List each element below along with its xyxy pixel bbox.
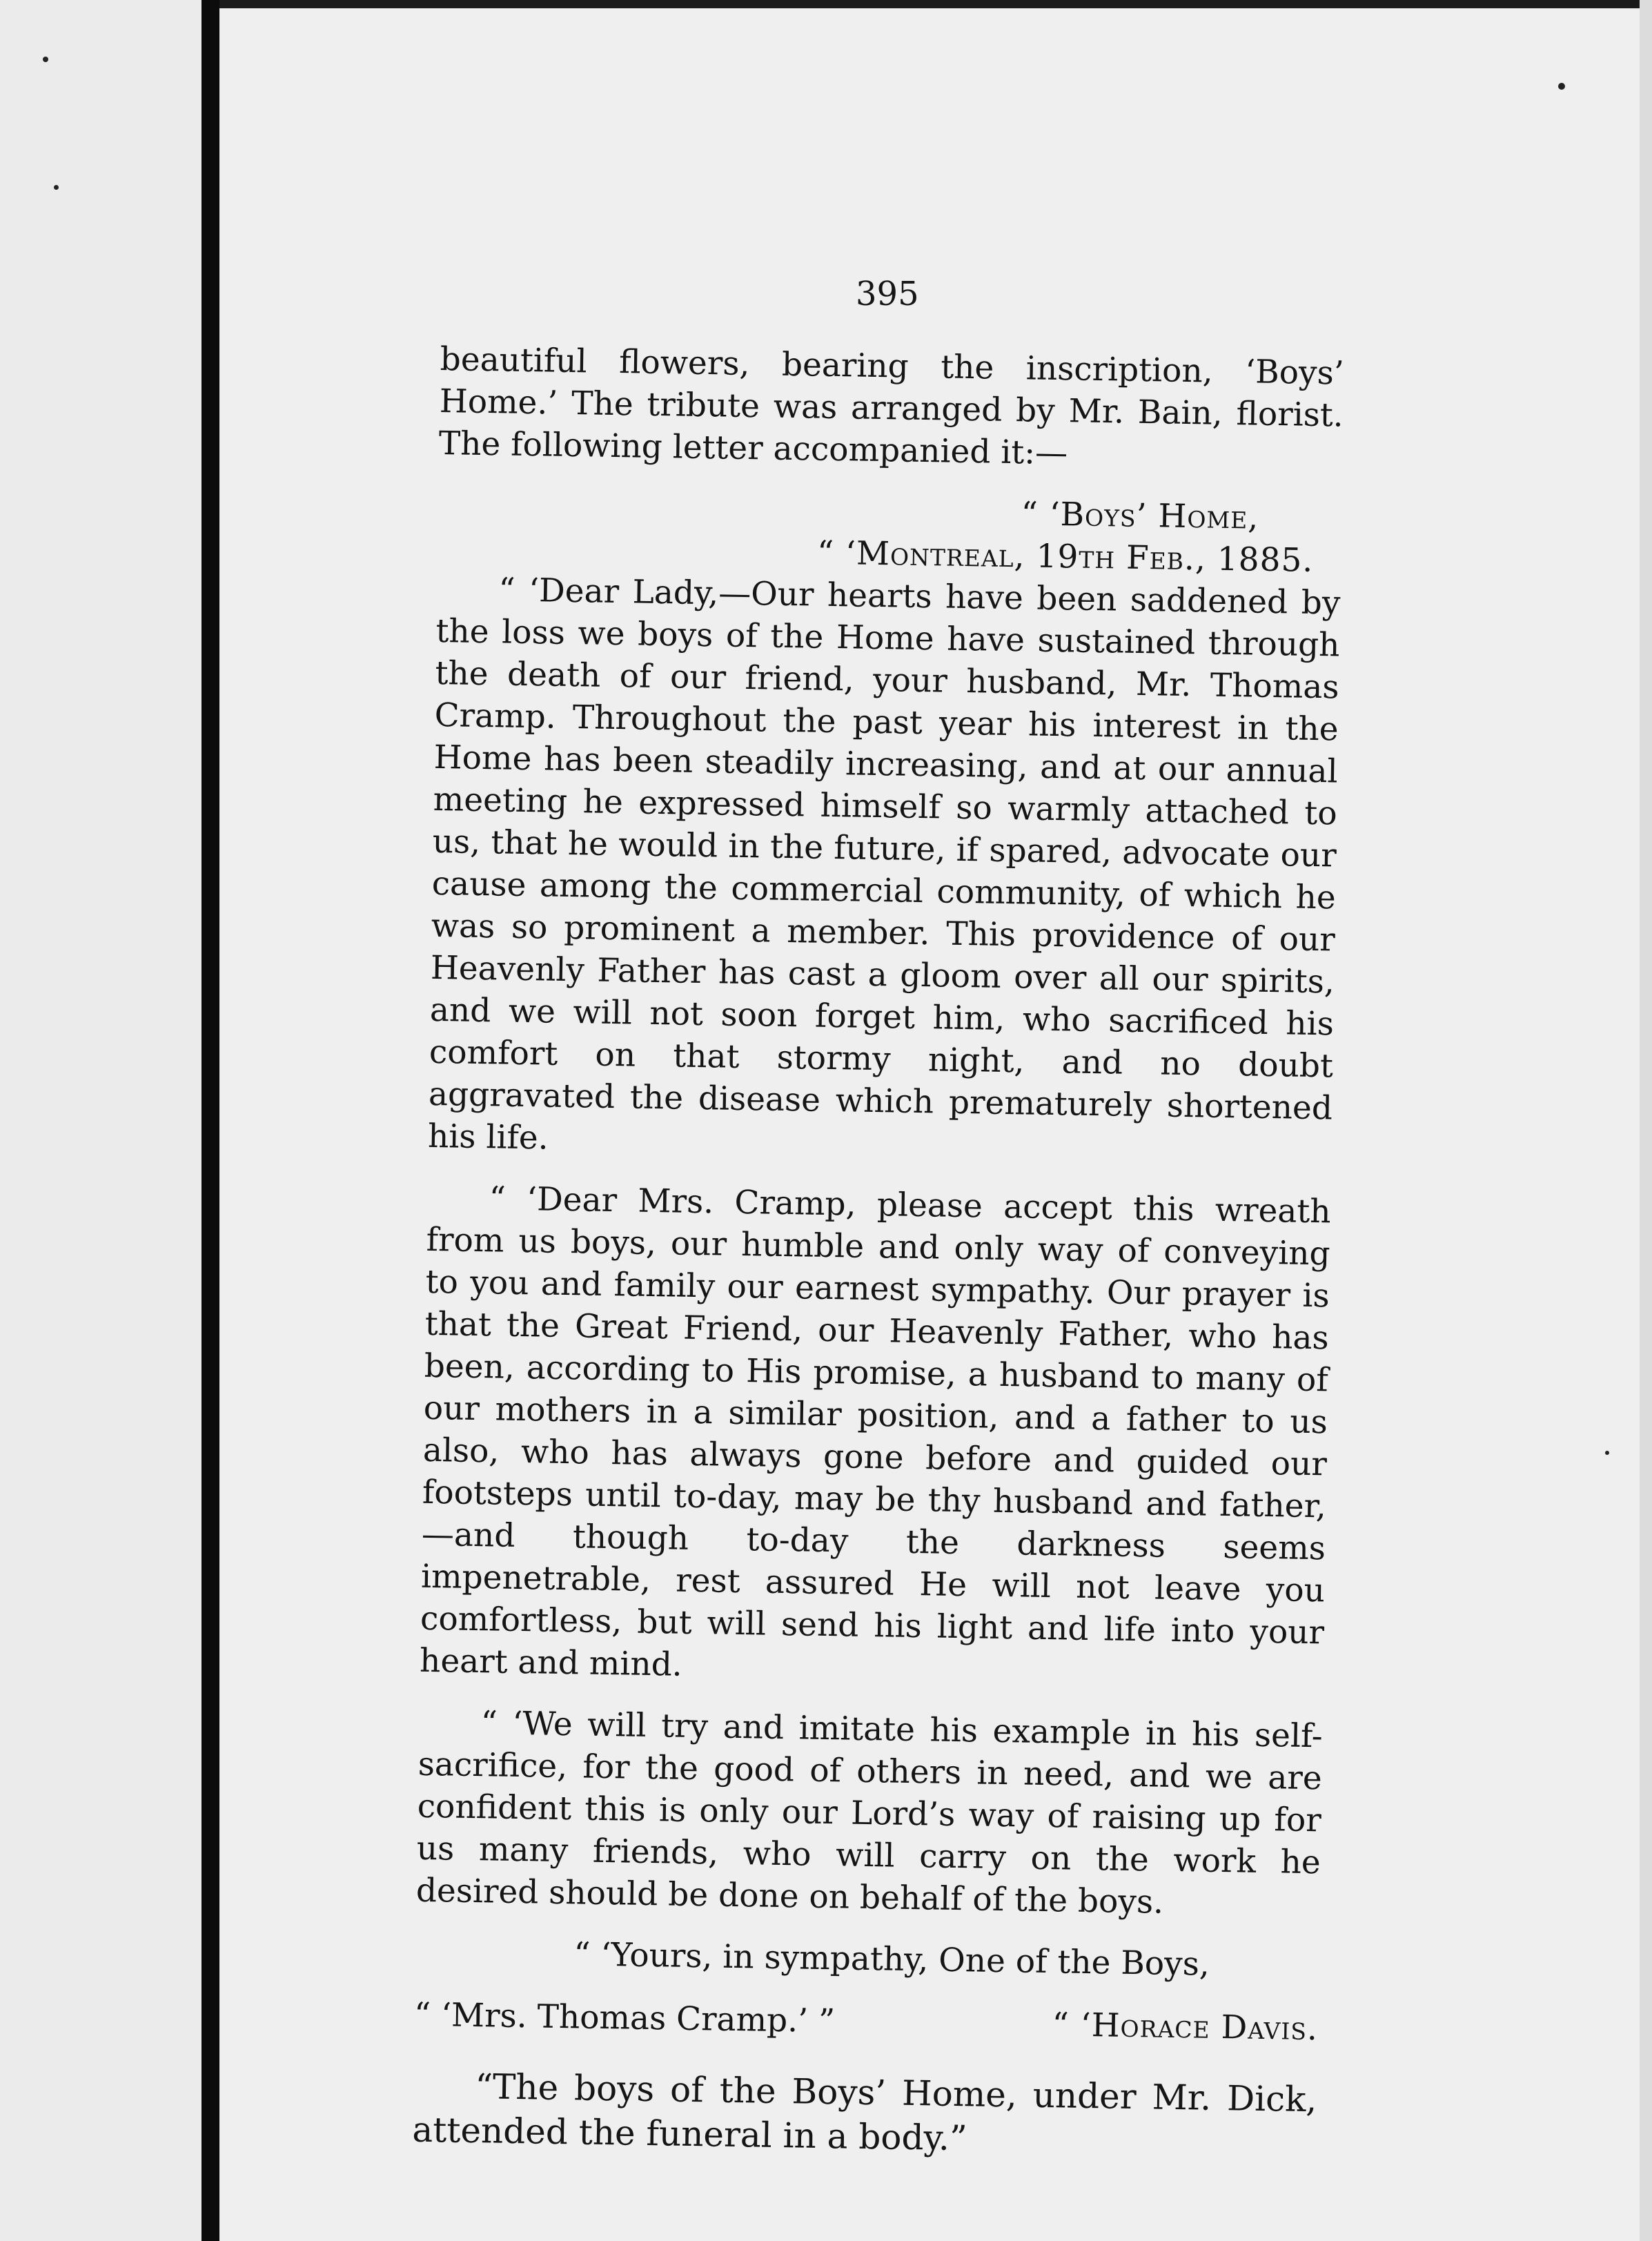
page-text (412, 262, 1346, 2166)
letter-address-line-1: “ ‘Boys’ Home, (1021, 495, 1259, 537)
letter-paragraph-1: “ ‘Dear Lady,—Our hearts have been saddened by the loss we boys of the Home have sustained through the death of our friend, your husband, Mr. Thomas Cramp. Throughout the past year his interest in the Home has been steadily increasing, and at our annual meeting he expressed himself so warmly attached to us, that he would in the future, if spared, advocate our cause among the commercial community, of which he was so prominent a member. This providence of our Heavenly Father has cast a gloom over all our spirits, and we will not soon forget him, who sacrificed his comfort on that stormy night, and no doubt aggravated the disease which prematurely shortened his life. (427, 571, 1341, 1157)
dust-speck (1558, 83, 1565, 90)
letter-closing: “ ‘Yours, in sympathy, One of the Boys, (573, 1935, 1210, 1984)
letter-recipient: “ ‘Mrs. Thomas Cramp.’ ” (413, 1995, 836, 2041)
right-page-edge (1640, 0, 1652, 2241)
dust-speck (1605, 1451, 1609, 1455)
intro-paragraph: beautiful flowers, bearing the inscription, ‘Boys’ Home.’ The tribute was arranged by Mr. Bain, florist. The following letter accompanied it:— (438, 340, 1345, 473)
signature-row (414, 1994, 1319, 2051)
dust-speck (43, 57, 48, 62)
dust-speck (54, 185, 59, 190)
letter-address-line-2: “ ‘Montreal, 19th Feb., 1885. (816, 534, 1314, 580)
letter-paragraph-2: “ ‘Dear Mrs. Cramp, please accept this wreath from us boys, our humble and only way of conveying to you and family our earnest sympathy. Our prayer is that the Great Friend, our Heavenly Father, who has been, according to His promise, a husband to many of our mothers in a similar position, and a father to us also, who has always gone before and guided our footsteps until to-day, may be thy husband and father,—and though to-day the darkness seems impenetrable, rest assured He will not leave you comfortless, but will send his light and life into your heart and mind. (419, 1180, 1331, 1684)
page-number: 395 (856, 275, 919, 313)
book-spine-shadow (201, 0, 219, 2241)
letter-signature: “ ‘Horace Davis. (1052, 2006, 1319, 2048)
left-margin (0, 0, 201, 2241)
letter-paragraph-3: “ ‘We will try and imitate his example in his self-sacrifice, for the good of others in need, and we are confident this is only our Lord’s way of raising up for us many friends, who will carry on the work he desired should be done on behalf of the boys. (415, 1704, 1324, 1921)
final-paragraph: “The boys of the Boys’ Home, under Mr. Dick, attended the funeral in a body.” (412, 2066, 1317, 2159)
page-top-edge (219, 0, 1652, 8)
